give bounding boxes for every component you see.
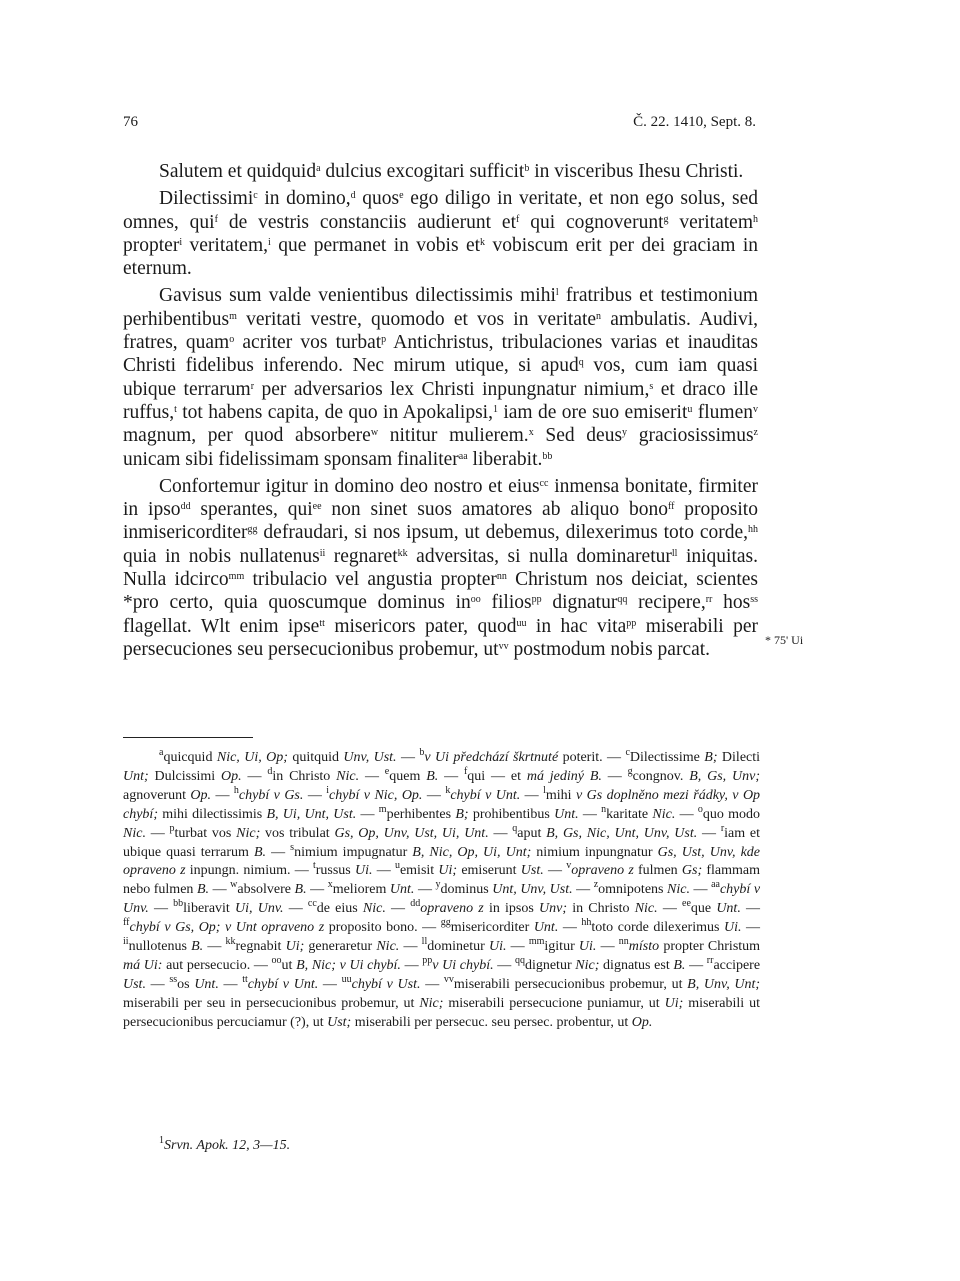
- source-footnote: [159, 1135, 291, 1154]
- paragraph: Confortemur igitur in domino deo nostro et eius$^{cc}$ inmensa bonitate, firmiter in ipso$^{dd}$ sperantes, qui$^{ee}$ non sinet suos amatores ab aliquo bono$^{ff}$ proposito inmisericorditer$^{gg}$ defraudari, si nos ipsum, ut debemus, dilexerimus toto corde,$^{hh}$ quia in nobis nullatenus$^{ii}$ regnaret$^{kk}$ adversitas, si nulla dominaretur$^{ll}$ iniquitas. Nulla idcirco$^{mm}$ tribulacio vel angustia propter$^{nn}$ Christum nos deiciat, scientes *pro certo, quia quoscumque dominus $in^{oo}$ filios$^{pp}$ dignatur$^{qq}$ recipere,$^{rr}$ hos$^{ss}$ flagellat. Wlt enim ipse$^{tt}$ misericors pater, quod$^{uu}$ in hac vita$^{pp}$ miserabili per persecuciones seu persecucionibus probemur, $ut^{vv}$ postmodum nobis parcat.: [123, 475, 759, 660]
- critical-apparatus: [123, 749, 760, 1033]
- paragraph: Gavisus sum valde venientibus dilectissimis mihi$^l$ fratribus et testimonium perhibentibus$^m$ veritati vestre, quomodo et vos in veritate$^n$ ambulatis. Audivi, fratres, quam$^o$ acriter vos turbat$^p$ Antichristus, tribulaciones varias et inauditas Christi fidelibus inferendo. Nec mirum utique, si apud$^q$ vos, cum iam quasi ubique terrarum$^r$ per adversarios lex Christi inpungnatur nimium,$^s$ et draco ille ruffus,$^t$ tot habens capita, de quo in Apokalipsi,$^1$ iam de ore suo emiserit$^u$ flumen$^v$ magnum, per quod absorbere$^w$ nititur mulierem.$^x$ Sed deus$^y$ graciosissimus$^z$ unicam sibi fidelissimam sponsam finaliter$^{aa}$ liberabit.$^{bb}$: [123, 285, 759, 470]
- paragraph: Dilectissimi$^c$ in domino,$^d$ quos$^e$ ego diligo in veritate, et non ego solus, sed omnes, qui$^f$ de vestris constanciis audierunt $et^f$ qui cognoverunt$^g$ veritatem$^h$ propter$^i$ veritatem,$^i$ que permanet in vobis $et^k$ vobiscum erit per dei graciam in eternum.: [123, 188, 758, 280]
- margin-note: * 75' Ui: [765, 633, 804, 647]
- running-head: Č. 22. 1410, Sept. 8.: [633, 114, 756, 130]
- apparatus-text: $^a$quicquid Nic, Ui, Op; quitquid Unv, Ust. — $^b$v Ui předchází škrtnuté poterit. — $^c$Dilectissime B; Dilecti Unt; Dulcissimi Op. — $^d$in Christo Nic. — $^e$quem B. — $^f$qui — et má jediný B. — $^g$congnov. B, Gs, Unv; agnoverunt Op. — $^h$chybí v Gs. — $^i$chybí v Nic, Op. — $^k$chybí v Unt. — $^l$mihi v Gs doplněno mezi řádky, v Op chybí; mihi dilectissimis B, Ui, Unt, Ust. — $^m$perhibentes B; prohibentibus Unt. — $^n$karitate Nic. — $^o$quo modo Nic. — $^p$turbat vos Nic; vos tribulat Gs, Op, Unv, Ust, Ui, Unt. — $^q$aput B, Gs, Nic, Unt, Unv, Ust. — $^r$iam et ubique quasi terrarum B. — $^s$nimium impugnatur B, Nic, Op, Ui, Unt; nimium inpungnatur Gs, Ust, Unv, kde opraveno z inpungn. nimium. — $^t$russus Ui. — $^u$emisit Ui; emiserunt Ust. — $^v$opraveno z fulmen Gs; flammam nebo fulmen B. — $^w$absolvere B. — $^x$meliorem Unt. — $^y$dominus Unt, Unv, Ust. — $^z$omnipotens Nic. — $^{aa}$chybí v Unv. — $^{bb}$liberavit Ui, Unv. — $^{cc}$de eius Nic. — $^{dd}$opraveno z in ipsos Unv; in Christo Nic. — $^{ee}$que Unt. — $^{ff}$chybí v Gs, Op; v Unt opraveno z proposito bono. — $^{gg}$misericorditer Unt. — $^{hh}$toto corde dilexerimus Ui. — $^{ii}$nullotenus B. — $^{kk}$regnabit Ui; generaretur Nic. — $^{ll}$dominetur Ui. — $^{mm}$igitur Ui. — $^{nn}$místo propter Christum má Ui: aut persecucio. — $^{oo}$ut B, Nic; v Ui chybí. — $^{pp}$v Ui chybí. — $^{qq}$dignetur Nic; dignatus est B. — $^{rr}$accipere Ust. — $^{ss}$os Unt. — $^{tt}$chybí v Unt. — $^{uu}$chybí v Ust. — $^{vv}$miserabili persecucionibus probemur, ut B, Unv, Unt; miserabili per seu in persecucionibus probemur, ut Nic; miserabili persecucione puniamur, ut Ui; miserabili ut persecucionibus percuciamur (?), ut Ust; miserabili per persecuc. seu persec. probentur, ut Op.: [123, 747, 761, 1030]
- footnote-rule: [123, 737, 253, 738]
- page-header: [123, 114, 756, 138]
- page-number: 76: [123, 114, 138, 130]
- paragraph: Salutem et quidquid$^a$ dulcius excogitari sufficit$^b$ in visceribus Ihesu Christi.: [159, 161, 744, 182]
- footnote-text: Srvn. Apok. 12, 3—15.: [164, 1138, 291, 1153]
- footnote-mark: 1: [159, 1135, 164, 1146]
- main-text: [123, 160, 758, 665]
